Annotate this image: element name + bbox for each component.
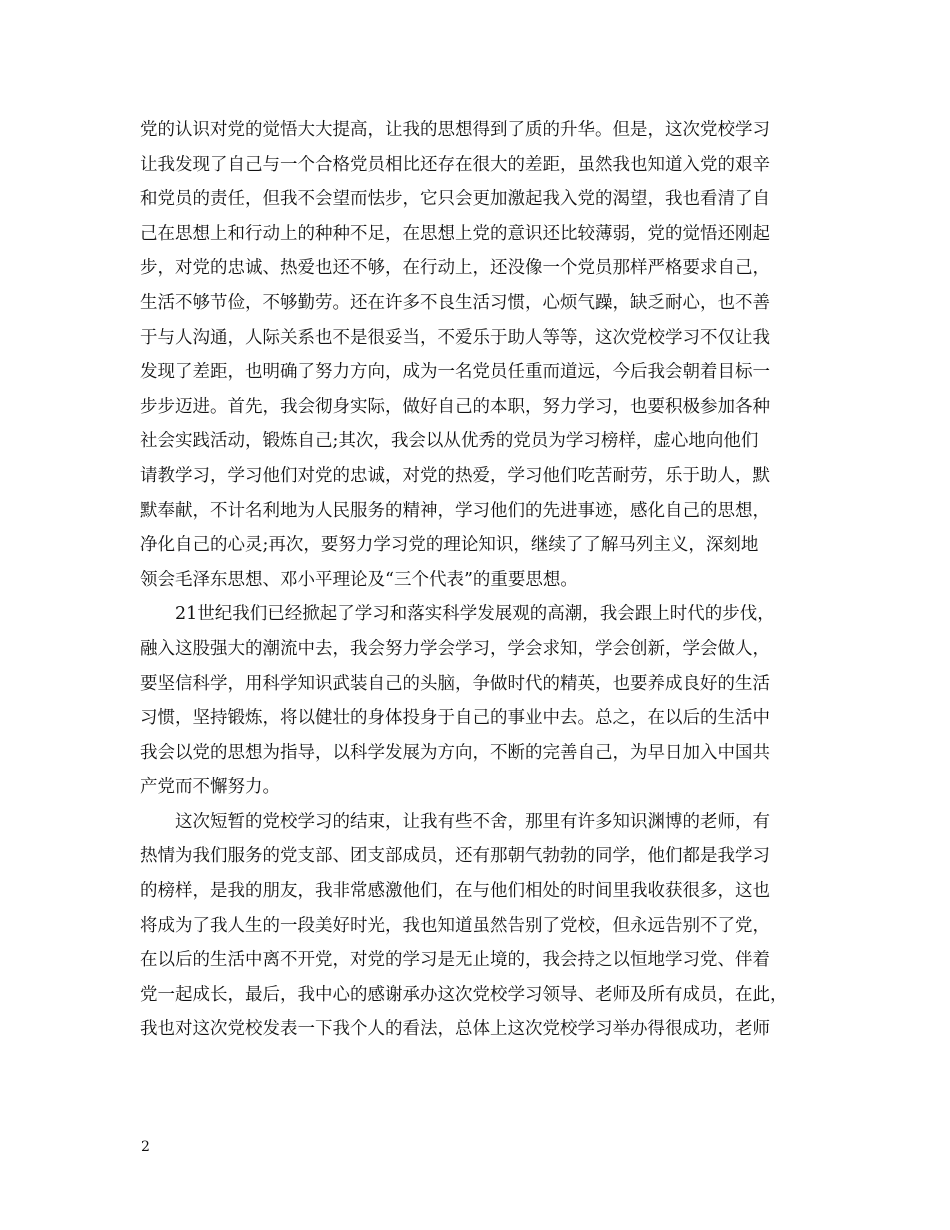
text-line: 习惯，坚持锻炼，将以健壮的身体投身于自己的事业中去。总之，在以后的生活中: [140, 708, 770, 729]
text-line: 净化自己的心灵;再次，要努力学习党的理论知识，继续了了解马列主义，深刻地: [140, 535, 759, 556]
text-line: 步，对党的忠诚、热爱也还不够，在行动上，还没像一个党员那样严格要求自己，: [140, 258, 770, 279]
text-line: 生活不够节俭，不够勤劳。还在许多不良生活习惯，心烦气躁，缺乏耐心，也不善: [140, 292, 770, 313]
text-line: 发现了差距，也明确了努力方向，成为一名党员任重而道远，今后我会朝着目标一: [140, 362, 770, 383]
text-line: 让我发现了自己与一个合格党员相比还存在很大的差距，虽然我也知道入党的艰辛: [140, 154, 770, 175]
text-line: 党一起成长，最后，我中心的感谢承办这次党校学习领导、老师及所有成员，在此，: [140, 984, 788, 1005]
text-line: 的榜样，是我的朋友，我非常感激他们，在与他们相处的时间里我收获很多，这也: [140, 881, 770, 902]
text-line: 21世纪我们已经掀起了学习和落实科学发展观的高潮，我会跟上时代的步伐，: [175, 604, 775, 625]
text-line: 请教学习，学习他们对党的忠诚，对党的热爱，学习他们吃苦耐劳，乐于助人，默: [140, 465, 770, 486]
text-line: 步步迈进。首先，我会彻身实际，做好自己的本职，努力学习，也要积极参加各种: [140, 396, 770, 417]
text-line: 党的认识对党的觉悟大大提高，让我的思想得到了质的升华。但是，这次党校学习: [140, 120, 770, 140]
text-line: 领会毛泽东思想、邓小平理论及“三个代表”的重要思想。: [140, 569, 578, 590]
text-line: 己在思想上和行动上的种种不足，在思想上党的意识还比较薄弱，党的觉悟还刚起: [140, 223, 770, 244]
text-line: 热情为我们服务的党支部、团支部成员，还有那朝气勃勃的同学，他们都是我学习: [140, 846, 770, 867]
body-text: [140, 113, 820, 1047]
text-line: 我也对这次党校发表一下我个人的看法，总体上这次党校学习举办得很成功，老师: [140, 1019, 770, 1040]
page-number: 2: [141, 1139, 150, 1155]
text-line: 在以后的生活中离不开党，对党的学习是无止境的，我会持之以恒地学习党、伴着: [140, 950, 770, 971]
text-line: 我会以党的思想为指导，以科学发展为方向，不断的完善自己，为早日加入中国共: [140, 742, 770, 763]
text-line: 和党员的责任，但我不会望而怯步，它只会更加激起我入党的渴望，我也看清了自: [140, 189, 770, 210]
text-line: 要坚信科学，用科学知识武装自己的头脑，争做时代的精英，也要养成良好的生活: [140, 673, 770, 694]
text-line: 社会实践活动，锻炼自己;其次，我会以从优秀的党员为学习榜样，虚心地向他们: [140, 431, 759, 452]
text-line: 产党而不懈努力。: [140, 777, 280, 798]
text-line: 于与人沟通，人际关系也不是很妥当，不爱乐于助人等等，这次党校学习不仅让我: [140, 327, 770, 348]
text-line: 融入这股强大的潮流中去，我会努力学会学习，学会求知，学会创新，学会做人，: [140, 638, 770, 659]
text-line: 默奉献，不计名利地为人民服务的精神，学习他们的先进事迹，感化自己的思想，: [140, 500, 770, 521]
text-line: 这次短暂的党校学习的结束，让我有些不舍，那里有许多知识渊博的老师，有: [175, 811, 770, 832]
text-line: 将成为了我人生的一段美好时光，我也知道虽然告别了党校，但永远告别不了党，: [140, 915, 770, 936]
